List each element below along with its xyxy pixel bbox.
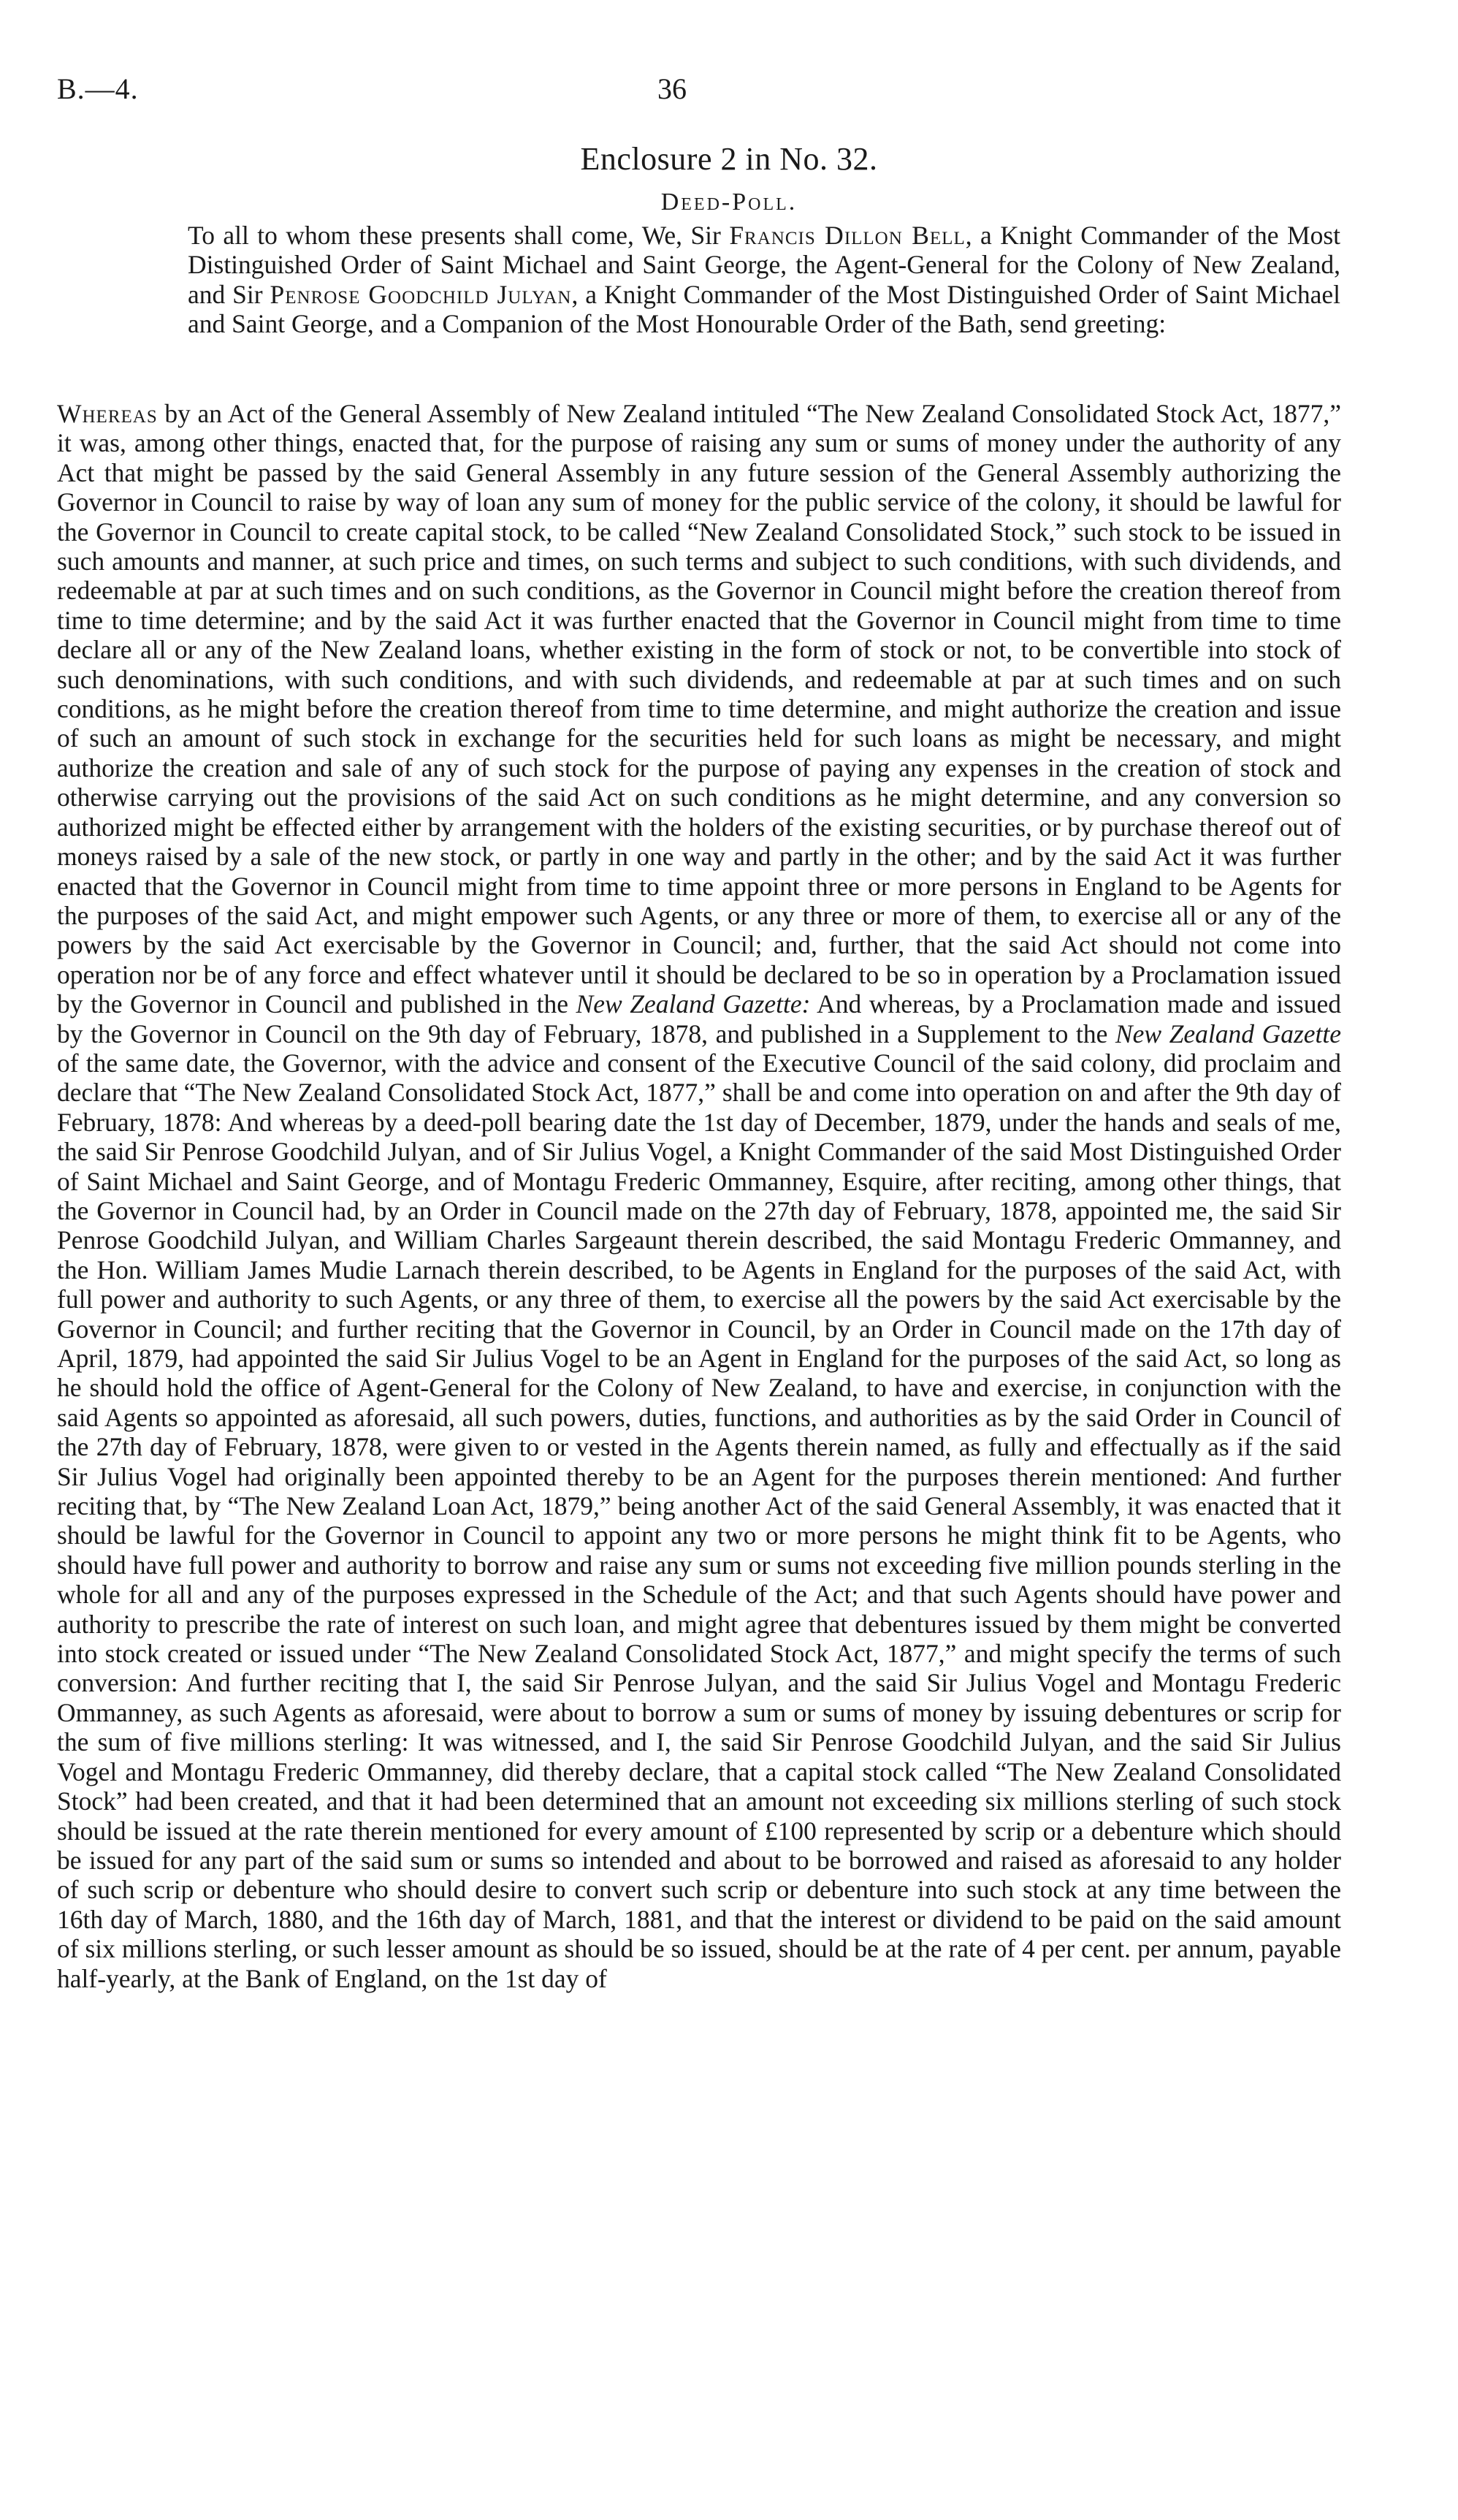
document-heading: Deed-Poll. (660, 189, 798, 216)
page-number: 36 (657, 72, 687, 105)
recital-lead-word: Whereas (57, 399, 158, 428)
signatory-name-bell: Francis Dillon Bell (729, 221, 966, 250)
recital-text-part-1: by an Act of the General Assembly of New Zealand intituled “The New Zealand Consolidated Stock Act, 1877,” it was, among other things, enacted that, for the purpose of raising any sum or sums of money under the authority of any Act that might be passed by the said General Assembly in any future session of the General Assembly authorizing the Governor in Council to raise by way of loan any sum of money for the public service of the colony, it should be lawful for the Governor in Council to create capital stock, to be called “New Zealand Consolidated Stock,” such stock to be issued in such amounts and manner, at such price and times, on such terms and subject to such conditions, with such dividends, and redeemable at par at such times and on such conditions, as the Governor in Council might before the creation thereof from time to time determine; and by the said Act it was further enacted that the Governor in Council might from time to time declare all or any of the New Zealand loans, whether existing in the form of stock or not, to be convertible into stock of such denominations, with such conditions, and with such dividends, and redeemable at par at such times and on such conditions, as he might before the creation thereof from time to time determine, and might authorize the creation and issue of such an amount of such stock in exchange for the securities held for such loans as might be necessary, and might authorize the creation and sale of any of such stock for the purpose of paying any expenses in the creation of stock and otherwise carrying out the provisions of the said Act on such conditions as he might determine, and any conversion so authorized might be effected either by arrangement with the holders of the existing securities, or by purchase thereof out of moneys raised by a sale of the new stock, or partly in one way and partly in the other; and by the said Act it was further enacted that the Governor in Council might from time to time appoint three or more persons in England to be Agents for the purposes of the said Act, and might empower such Agents, or any three or more of them, to exercise all or any of the powers by the said Act exercisable by the Governor in Council; and, further, that the said Act should not come into operation nor be of any force and effect whatever until it should be declared to be so in operation by a Proclamation issued by the Governor in Council and published in the (57, 399, 1341, 1019)
enclosure-title: Enclosure 2 in No. 32. (580, 141, 878, 177)
salutation-part-3: , a Knight Commander of the Most Distinguished Order of Saint Michael and Saint George, and a Companion of the Most Honourable Order of the Bath, send greeting: (188, 279, 1340, 338)
salutation-part-1: To all to whom these presents shall come, We, Sir (188, 221, 730, 250)
salutation-paragraph (188, 221, 1340, 338)
salutation-part-2: , a Knight Commander of the Most Distinguished Order of Saint Michael and Saint George, the Agent-General for the Colony of New Zealand, and Sir (188, 221, 1340, 309)
gazette-title-1: New Zealand Gazette: (576, 989, 811, 1019)
recital-text-part-3: of the same date, the Governor, with the advice and consent of the Executive Council of the said colony, did proclaim and declare that “The New Zealand Consolidated Stock Act, 1877,” shall be and come into operation on and after the 9th day of February, 1878: And whereas by a deed-poll bearing date the 1st day of December, 1879, under the hands and seals of me, the said Sir Penrose Goodchild Julyan, and of Sir Julius Vogel, a Knight Commander of the said Most Distinguished Order of Saint Michael and Saint George, and of Montagu Frederic Ommanney, Esquire, after reciting, among other things, that the Governor in Council had, by an Order in Council made on the 27th day of February, 1878, appointed me, the said Sir Penrose Goodchild Julyan, and William Charles Sargeaunt therein described, the said Montagu Frederic Ommanney, and the Hon. William James Mudie Larnach therein described, to be Agents in England for the purposes of the said Act, with full power and authority to such Agents, or any three of them, to exercise all the powers by the said Act exercisable by the Governor in Council; and further reciting that the Governor in Council, by an Order in Council made on the 17th day of April, 1879, had appointed the said Sir Julius Vogel to be an Agent in England for the purposes of the said Act, so long as he should hold the office of Agent-General for the Colony of New Zealand, to have and exercise, in conjunction with the said Agents so appointed as aforesaid, all such powers, duties, functions, and authorities as by the said Order in Council of the 27th day of February, 1878, were given to or vested in the Agents therein named, as fully and effectually as if the said Sir Julius Vogel had originally been appointed thereby to be an Agent for the purposes therein mentioned: And further reciting that, by “The New Zealand Loan Act, 1879,” being another Act of the said General Assembly, it was enacted that it should be lawful for the Governor in Council to appoint any two or more persons he might think fit to be Agents, who should have full power and authority to borrow and raise any sum or sums not exceeding five million pounds sterling in the whole for all and any of the purposes expressed in the Schedule of the Act; and that such Agents should have power and authority to prescribe the rate of interest on such loan, and might agree that debentures issued by them might be converted into stock created or issued under “The New Zealand Consolidated Stock Act, 1877,” and might specify the terms of such conversion: And further reciting that I, the said Sir Penrose Julyan, and the said Sir Julius Vogel and Montagu Frederic Ommanney, as such Agents as aforesaid, were about to borrow a sum or sums of money by issuing debentures or scrip for the sum of five millions sterling: It was witnessed, and I, the said Sir Penrose Goodchild Julyan, and the said Sir Julius Vogel and Montagu Frederic Ommanney, did thereby declare, that a capital stock called “The New Zealand Consolidated Stock” had been created, and that it had been determined that an amount not exceeding six millions sterling of such stock should be issued at the rate therein mentioned for every amount of £100 represented by scrip or a debenture which should be issued for any part of the said sum or sums so intended and about to be borrowed and raised as aforesaid to any holder of such scrip or debenture who should desire to convert such scrip or debenture into such stock at any time between the 16th day of March, 1880, and the 16th day of March, 1881, and that the interest or dividend to be paid on the said amount of six millions sterling, or such lesser amount as should be so issued, should be at the rate of 4 per cent. per annum, payable half-yearly, at the Bank of England, on the 1st day of (57, 1048, 1341, 1993)
signatory-name-julyan: Penrose Goodchild Julyan (270, 279, 572, 309)
running-head-reference: B.—4. (57, 72, 139, 105)
gazette-title-2: New Zealand Gazette (1115, 1019, 1342, 1048)
recital-paragraph (57, 399, 1341, 1993)
salutation-text (188, 221, 1340, 338)
recital-text-part-2: And whereas, by a Proclamation made and issued by the Governor in Council on the 9th day of February, 1878, and published in a Supplement to the (57, 989, 1341, 1048)
